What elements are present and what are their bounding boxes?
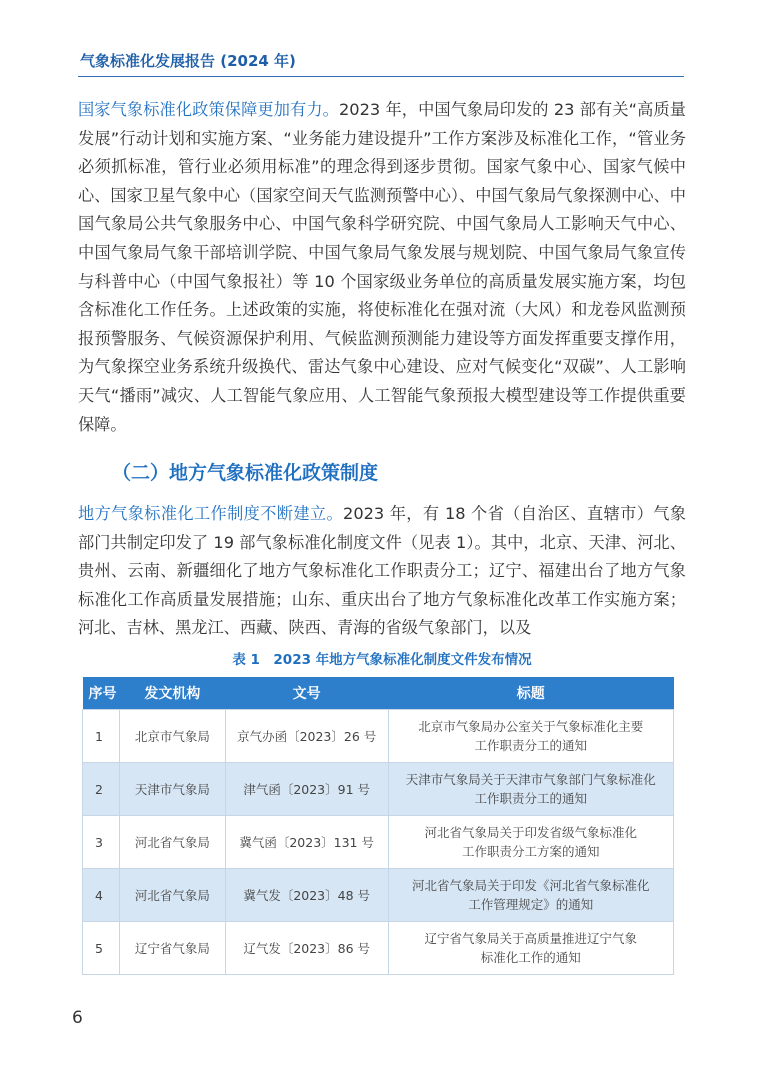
cell-title-line2: 工作职责分工方案的通知 — [462, 844, 600, 859]
cell-doc: 冀气函〔2023〕131 号 — [225, 816, 388, 869]
table-header-row — [83, 677, 674, 710]
cell-title — [388, 763, 673, 816]
paragraph-national-policy — [78, 96, 686, 439]
header-divider — [78, 76, 684, 77]
cell-title-line2: 标准化工作的通知 — [480, 950, 581, 965]
paragraph-lead: 国家气象标准化政策保障更加有力。 — [78, 100, 339, 119]
cell-title-line1: 河北省气象局关于印发《河北省气象标准化 — [412, 878, 650, 893]
running-header-title: 气象标准化发展报告 (2024 年) — [80, 52, 296, 70]
table-row — [83, 869, 674, 922]
documents-table — [82, 677, 674, 975]
paragraph-lead: 地方气象标准化工作制度不断建立。 — [78, 504, 344, 523]
paragraph-body: 2023 年，中国气象局印发的 23 部有关“高质量发展”行动计划和实施方案、“业务能力建设提升”工作方案涉及标准化工作，“管业务必须抓标准，管行业必须用标准”的理念得到逐步贯彻。国家气象中心、国家气候中心、国家卫星气象中心（国家空间天气监测预警中心）、中国气象局气象探测中心、中国气象局公共气象服务中心、中国气象科学研究院、中国气象局人工影响天气中心、中国气象局气象干部培训学院、中国气象局气象发展与规划院、中国气象局气象宣传与科普中心（中国气象报社）等 10 个国家级业务单位的高质量发展实施方案，均包含标准化工作任务。上述政策的实施，将使标准化在强对流（大风）和龙卷风监测预报预警服务、气候资源保护利用、气候监测预测能力建设等方面发挥重要支撑作用，为气象探空业务系统升级换代、雷达气象中心建设、应对气候变化“双碳”、人工影响天气“播雨”减灾、人工智能气象应用、人工智能气象预报大模型建设等工作提供重要保障。 — [78, 100, 686, 434]
page-number: 6 — [72, 1008, 83, 1028]
cell-org: 北京市气象局 — [119, 710, 225, 763]
table-row — [83, 710, 674, 763]
cell-doc: 冀气发〔2023〕48 号 — [225, 869, 388, 922]
table-row — [83, 816, 674, 869]
cell-title-line1: 河北省气象局关于印发省级气象标准化 — [424, 825, 638, 840]
column-header-org: 发文机构 — [119, 677, 225, 710]
section-heading: （二）地方气象标准化政策制度 — [112, 462, 379, 484]
table-row — [83, 922, 674, 975]
cell-title-line1: 天津市气象局关于天津市气象部门气象标准化 — [405, 772, 656, 787]
column-header-title: 标题 — [388, 677, 673, 710]
column-header-doc: 文号 — [225, 677, 388, 710]
column-header-no: 序号 — [83, 677, 120, 710]
cell-org: 河北省气象局 — [119, 869, 225, 922]
cell-doc: 京气办函〔2023〕26 号 — [225, 710, 388, 763]
cell-no: 2 — [83, 763, 120, 816]
table-row — [83, 763, 674, 816]
cell-title-line1: 辽宁省气象局关于高质量推进辽宁气象 — [424, 931, 638, 946]
cell-org: 河北省气象局 — [119, 816, 225, 869]
cell-title-line1: 北京市气象局办公室关于气象标准化主要 — [418, 719, 644, 734]
cell-title-line2: 工作职责分工的通知 — [474, 791, 588, 806]
cell-doc: 津气函〔2023〕91 号 — [225, 763, 388, 816]
cell-title — [388, 816, 673, 869]
cell-no: 3 — [83, 816, 120, 869]
paragraph-local-policy — [78, 500, 686, 643]
cell-doc: 辽气发〔2023〕86 号 — [225, 922, 388, 975]
cell-org: 辽宁省气象局 — [119, 922, 225, 975]
cell-title — [388, 869, 673, 922]
cell-title — [388, 922, 673, 975]
cell-no: 1 — [83, 710, 120, 763]
cell-title-line2: 工作职责分工的通知 — [474, 738, 588, 753]
cell-no: 4 — [83, 869, 120, 922]
table-caption: 表 1 2023 年地方气象标准化制度文件发布情况 — [232, 652, 532, 668]
paragraph-body: 2023 年，有 18 个省（自治区、直辖市）气象部门共制定印发了 19 部气象标准化制度文件（见表 1）。其中，北京、天津、河北、贵州、云南、新疆细化了地方气象标准化工作职责分工；辽宁、福建出台了地方气象标准化工作高质量发展措施；山东、重庆出台了地方气象标准化改革工作实施方案；河北、吉林、黑龙江、西藏、陕西、青海的省级气象部门，以及 — [78, 504, 687, 638]
cell-title — [388, 710, 673, 763]
cell-no: 5 — [83, 922, 120, 975]
cell-org: 天津市气象局 — [119, 763, 225, 816]
cell-title-line2: 工作管理规定》的通知 — [468, 897, 594, 912]
